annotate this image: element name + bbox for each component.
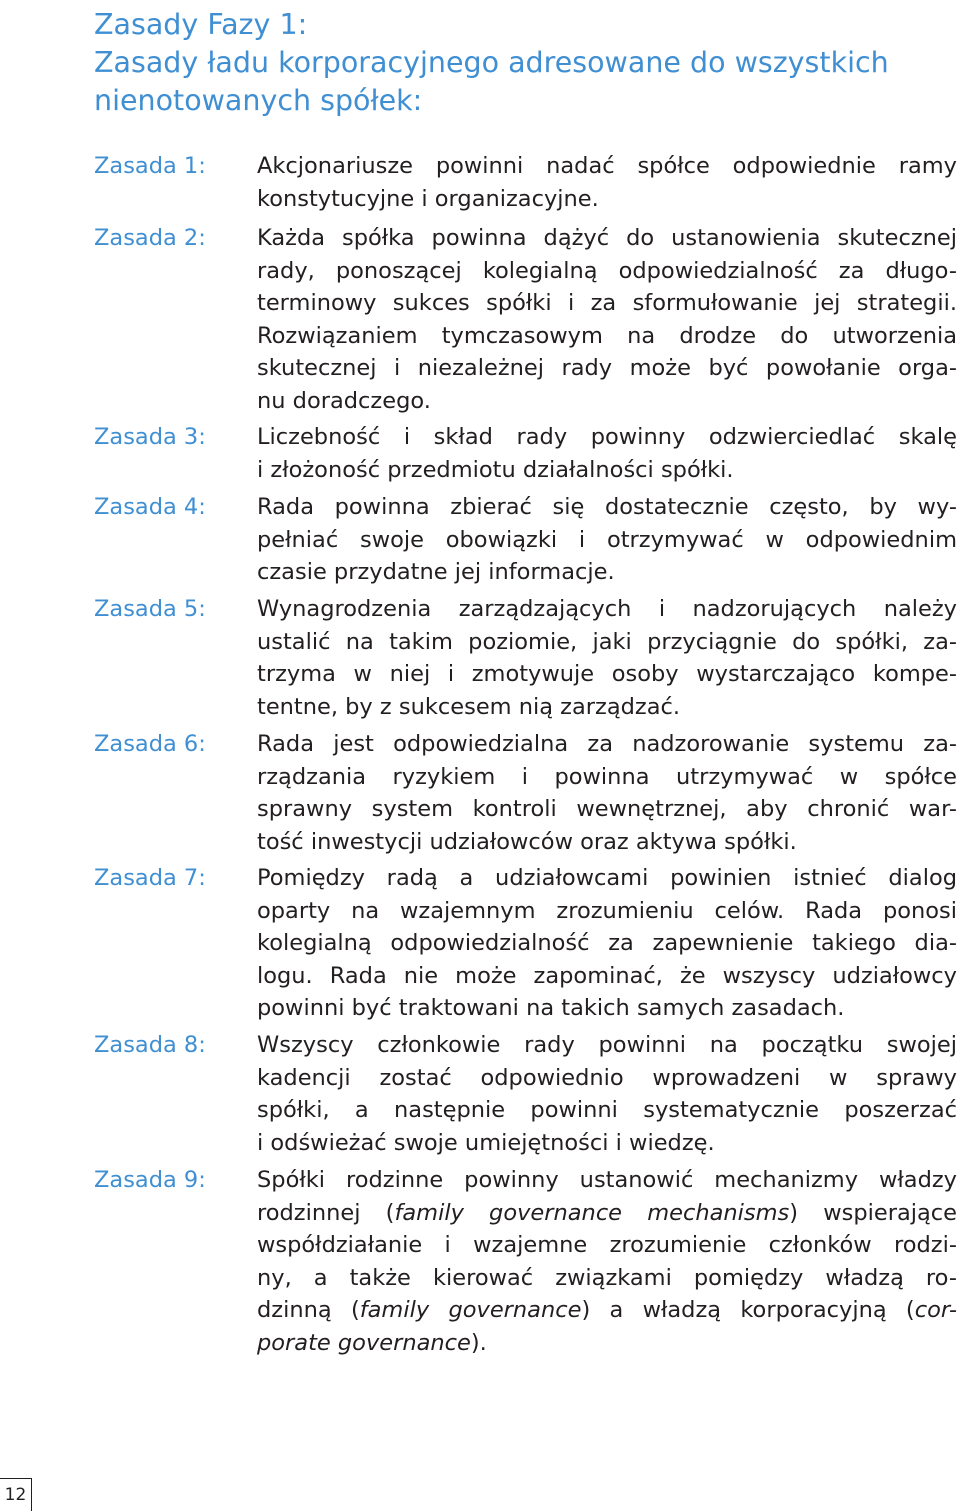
- text-line: czasie przydatne jej informacje.: [257, 559, 615, 585]
- text-line: Każda spółka powinna dążyć do ustanowienia skutecznej: [257, 225, 957, 251]
- text-line: rady, ponoszącej kolegialną odpowiedzialność za długo-: [257, 257, 957, 284]
- text-line: Liczebność i skład rady powinny odzwierciedlać skalę: [257, 424, 957, 450]
- principle-5-label: Zasada 5:: [94, 596, 206, 622]
- principle-4-label: Zasada 4:: [94, 494, 206, 520]
- text-line: Rada powinna zbierać się dostatecznie często, by wy-: [257, 494, 957, 520]
- principle-1-text: [257, 150, 957, 215]
- text-line: sprawny system kontroli wewnętrznej, aby chronić war-: [257, 796, 957, 822]
- text-line: [257, 1197, 957, 1230]
- principle-3-label: Zasada 3:: [94, 424, 206, 450]
- text-run: dzinną (: [257, 1297, 360, 1323]
- principle-2-text: [257, 222, 957, 417]
- text-line: pełniać swoje obowiązki i otrzymywać w odpowiednim: [257, 526, 957, 553]
- text-line: skutecznej i niezależnej rady może być powołanie orga-: [257, 355, 957, 381]
- italic-term: family governance mechanisms: [394, 1199, 790, 1226]
- italic-term: family governance: [359, 1297, 582, 1323]
- text-line: Rozwiązaniem tymczasowym na drodze do utworzenia: [257, 322, 957, 349]
- text-line: i odświeżać swoje umiejętności i wiedzę.: [257, 1129, 715, 1156]
- text-line: Pomiędzy radą a udziałowcami powinien istnieć dialog: [257, 865, 957, 891]
- text-line: tentne, by z sukcesem nią zarządzać.: [257, 693, 681, 720]
- principle-9-text: [257, 1164, 957, 1359]
- principle-6-label: Zasada 6:: [94, 731, 206, 757]
- text-line: ny, a także kierować związkami pomiędzy władzą ro-: [257, 1264, 957, 1291]
- text-line: trzyma w niej i zmotywuje osoby wystarczająco kompe-: [257, 661, 957, 687]
- text-line: konstytucyjne i organizacyjne.: [257, 185, 599, 212]
- text-line: kolegialną odpowiedzialność za zapewnienie takiego dia-: [257, 930, 957, 956]
- principle-4-text: [257, 491, 957, 589]
- text-run: ) a władzą korporacyjną (: [581, 1297, 915, 1323]
- text-run: ).: [470, 1329, 487, 1356]
- title-line-2: Zasady ładu korporacyjnego adresowane do wszystkich: [94, 46, 889, 79]
- text-line: ustalić na takim poziomie, jaki przyciągnie do spółki, za-: [257, 628, 957, 655]
- principle-7-text: [257, 862, 957, 1025]
- text-line: [257, 1294, 957, 1327]
- text-line: Spółki rodzinne powinny ustanowić mechanizmy władzy: [257, 1167, 957, 1193]
- principle-2-label: Zasada 2:: [94, 225, 206, 251]
- text-run: ) wspierające: [789, 1199, 957, 1226]
- principle-5-text: [257, 593, 957, 723]
- title-line-3: nienotowanych spółek:: [94, 84, 423, 117]
- text-line: współdziałanie i wzajemne zrozumienie członków rodzi-: [257, 1232, 957, 1258]
- principle-8-label: Zasada 8:: [94, 1032, 206, 1058]
- text-line: Akcjonariusze powinni nadać spółce odpowiednie ramy: [257, 153, 957, 179]
- text-line: oparty na wzajemnym zrozumieniu celów. Rada ponosi: [257, 897, 957, 924]
- page-title: [94, 6, 954, 120]
- text-line: Rada jest odpowiedzialna za nadzorowanie systemu za-: [257, 731, 957, 757]
- italic-term: porate governance: [257, 1329, 471, 1356]
- text-line: i złożoność przedmiotu działalności spółki.: [257, 456, 734, 483]
- principle-9-label: Zasada 9:: [94, 1167, 206, 1193]
- text-line: terminowy sukces spółki i za sformułowanie jej strategii.: [257, 290, 957, 316]
- text-line: powinni być traktowani na takich samych zasadach.: [257, 995, 845, 1021]
- principle-8-text: [257, 1029, 957, 1159]
- text-line: nu doradczego.: [257, 387, 431, 414]
- text-line: spółki, a następnie powinni systematycznie poszerzać: [257, 1097, 957, 1123]
- text-line: Wynagrodzenia zarządzających i nadzorujących należy: [257, 596, 957, 622]
- text-run: rodzinnej (: [257, 1199, 395, 1226]
- text-line: tość inwestycji udziałowców oraz aktywa spółki.: [257, 828, 797, 855]
- page-number: 12: [0, 1478, 32, 1511]
- text-line: logu. Rada nie może zapominać, że wszyscy udziałowcy: [257, 962, 957, 989]
- principle-1-label: Zasada 1:: [94, 153, 206, 179]
- text-line: [257, 1327, 957, 1360]
- text-line: rządzania ryzykiem i powinna utrzymywać w spółce: [257, 763, 957, 790]
- principle-3-text: [257, 421, 957, 486]
- text-line: kadencji zostać odpowiednio wprowadzeni w sprawy: [257, 1064, 957, 1091]
- title-line-1: Zasady Fazy 1:: [94, 8, 308, 41]
- text-line: Wszyscy członkowie rady powinni na początku swojej: [257, 1032, 957, 1058]
- principle-6-text: [257, 728, 957, 858]
- italic-term: cor-: [914, 1297, 957, 1323]
- principle-7-label: Zasada 7:: [94, 865, 206, 891]
